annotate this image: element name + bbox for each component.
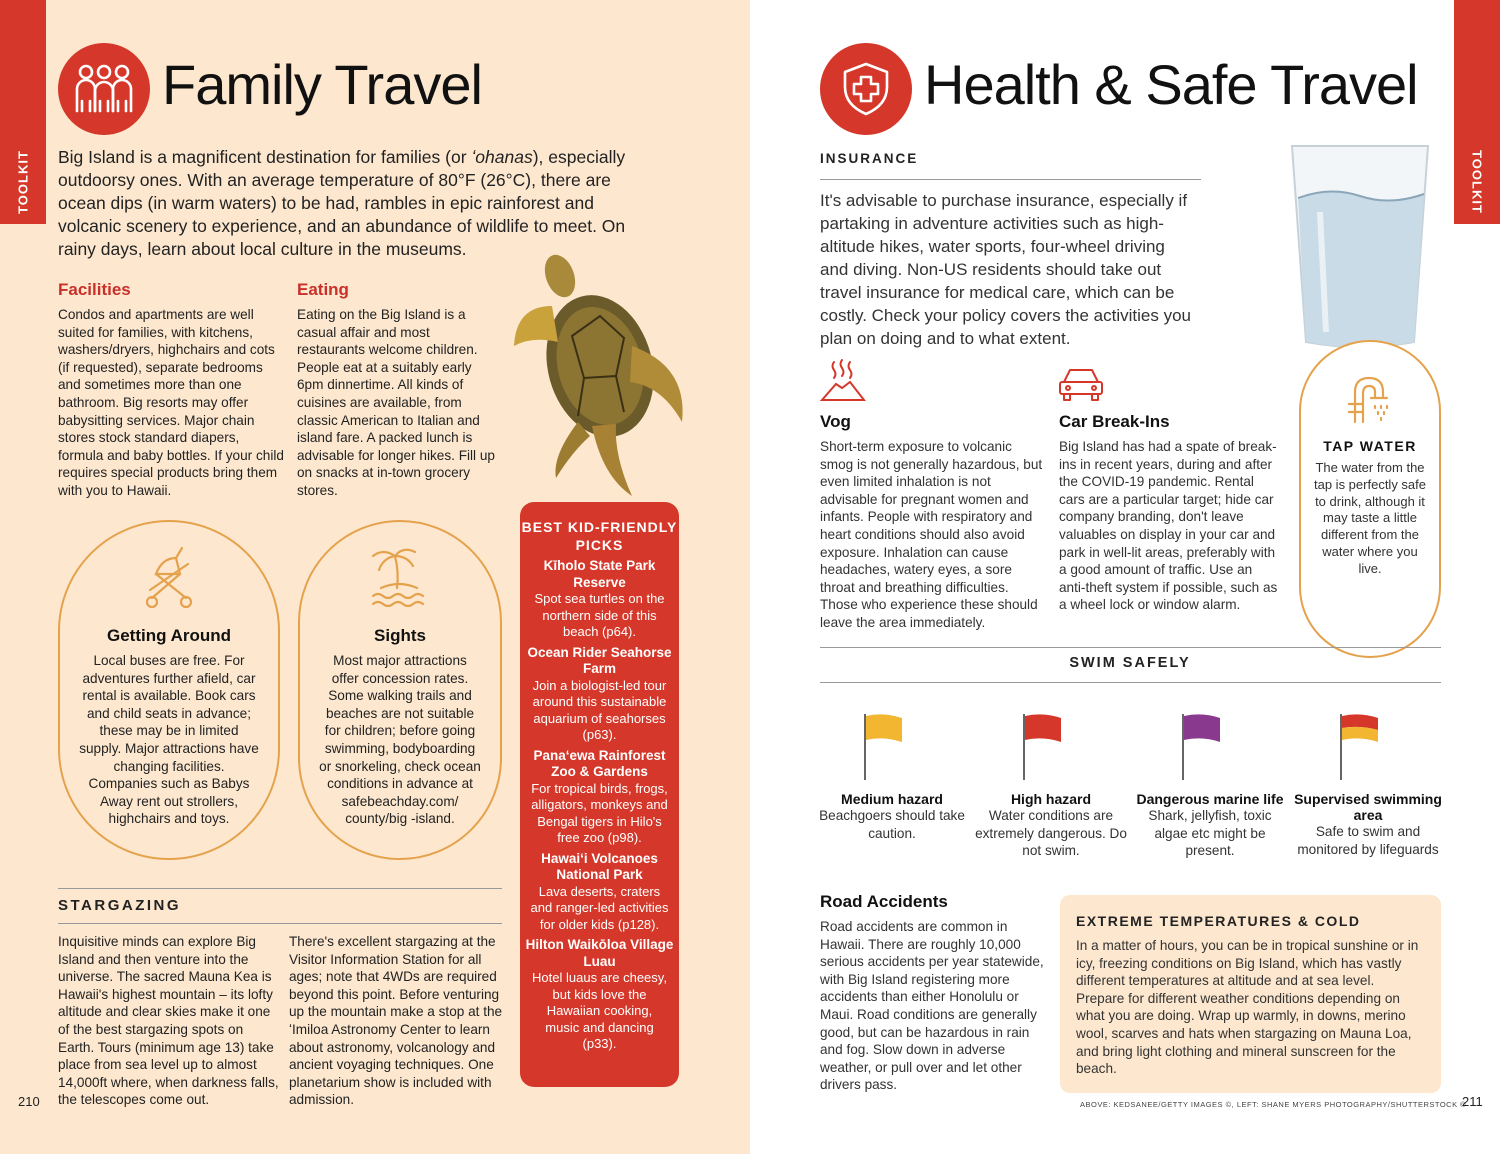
page-title: Family Travel bbox=[162, 53, 482, 116]
toolkit-tab-right bbox=[1454, 0, 1500, 224]
stroller-icon bbox=[142, 544, 196, 615]
stargazing-col1: Inquisitive minds can explore Big Island and then venture into the universe. The sacred Mauna Kea is Hawaii's highest mountain – its lofty altitude and clear skies make it one of the best stargazing spots on Earth. Tours (minimum age 13) take place from sea level up to almost 14,000ft where, when darkness falls, the telescopes come out. bbox=[58, 934, 279, 1108]
yellow-flag-icon bbox=[862, 712, 922, 780]
flag-title: Supervised swimming area bbox=[1294, 791, 1442, 823]
road-accidents-text: Road accidents are common in Hawaii. There are roughly 10,000 serious accidents per year statewide, with Big Island registering more accidents than either Honolulu or Maui. Road conditions are generally good, but can be hazardous in rain and fog. Slow down in adverse weather, or pull over and let other drivers pass. bbox=[820, 919, 1044, 1093]
photo-credit: ABOVE: KEDSANEE/GETTY IMAGES ©, LEFT: SHANE MYERS PHOTOGRAPHY/SHUTTERSTOCK © bbox=[1080, 1100, 1467, 1109]
divider bbox=[820, 682, 1441, 683]
stargazing-col2: There's excellent stargazing at the Visitor Information Station for all ages; note that 4WDs are required beyond this point. Before venturing up the mountain make a stop at the ʻImiloa Astronomy Center to learn about astronomy, volcanology and ancient voyaging techniques. One planetarium show is included with admission. bbox=[289, 934, 503, 1108]
eating-section bbox=[297, 280, 497, 500]
volcano-icon bbox=[820, 358, 866, 402]
shield-cross-icon bbox=[820, 43, 912, 135]
kid-friendly-picks-box bbox=[520, 502, 679, 1087]
road-accidents-section bbox=[820, 892, 1045, 1094]
kid-pick-text: Join a biologist-led tour around this sustainable aquarium of seahorses (p63). bbox=[532, 677, 667, 742]
page-number-left: 210 bbox=[18, 1094, 40, 1109]
eating-text: Eating on the Big Island is a casual affair and most restaurants welcome children. People eat at a suitably early 6pm dinnertime. All kinds of cuisines are available, from classic American to Italian and island fare. A packed lunch is advisable for longer hikes. Fill up on snacks at in-town grocery stores. bbox=[297, 307, 495, 498]
sights-arch bbox=[298, 520, 502, 860]
flag-text: Water conditions are extremely dangerous. Do not swim. bbox=[975, 808, 1127, 858]
water-glass-image bbox=[1290, 142, 1430, 352]
flag-title: Medium hazard bbox=[841, 791, 943, 807]
kid-pick-item bbox=[520, 645, 679, 744]
divider bbox=[58, 923, 502, 924]
divider bbox=[820, 647, 1441, 648]
extreme-heading: EXTREME TEMPERATURES & COLD bbox=[1076, 913, 1361, 929]
purple-flag-icon bbox=[1180, 712, 1240, 780]
vog-section bbox=[820, 412, 1048, 632]
red-yellow-flag-icon bbox=[1338, 712, 1398, 780]
road-accidents-heading: Road Accidents bbox=[820, 892, 948, 911]
right-page bbox=[750, 0, 1500, 1154]
flag-text: Beachgoers should take caution. bbox=[819, 808, 965, 841]
kid-pick-item bbox=[520, 937, 679, 1053]
kid-pick-item bbox=[520, 558, 679, 641]
tap-water-arch bbox=[1299, 340, 1441, 658]
kid-pick-item bbox=[520, 851, 679, 934]
facilities-heading: Facilities bbox=[58, 280, 131, 299]
family-icon bbox=[58, 43, 150, 135]
kid-pick-text: Hotel luaus are cheesy, but kids love the Hawaiian cooking, music and dancing (p33). bbox=[532, 970, 667, 1051]
car-breakins-text: Big Island has had a spate of break-ins in recent years, during and after the COVID-19 pandemic. Rental cars are a particular target; hide car company branding, don't leave valuables on display in your car and park in well-lit areas, preferably with a good amount of traffic. Use an anti-theft system if possible, such as a wheel lock or window alarm. bbox=[1059, 439, 1278, 613]
stargazing-heading: STARGAZING bbox=[58, 897, 182, 914]
kid-pick-name: Hawaiʻi Volcanoes National Park bbox=[541, 850, 658, 882]
toolkit-tab-label: TOOLKIT bbox=[15, 150, 31, 214]
insurance-text: It's advisable to purchase insurance, especially if partaking in adventure activities such as high-altitude hikes, water sports, four-wheel driving and diving. Non-US residents should take out travel insurance for medical care, which can be costly. Check your policy covers the activities you plan on doing and to what extent. bbox=[820, 191, 1191, 348]
vog-text: Short-term exposure to volcanic smog is not generally hazardous, but even limited inhalation is not advisable for pregnant women and infants. People with respiratory and heart conditions should also avoid exposure. Inhalation can cause headaches, watery eyes, a sore throat and breathing difficulties. Those who experience these should leave the area immediately. bbox=[820, 439, 1043, 630]
swim-safely-heading: SWIM SAFELY bbox=[1069, 655, 1191, 671]
kid-pick-text: For tropical birds, frogs, alligators, monkeys and Bengal tigers in Hilo's free zoo (p98). bbox=[531, 780, 668, 845]
page-number-right: 211 bbox=[1462, 1094, 1483, 1109]
flag-text: Shark, jellyfish, toxic algae etc might be present. bbox=[1148, 808, 1272, 858]
kid-pick-name: Hilton Waikōloa Village Luau bbox=[525, 937, 674, 969]
flag-high-hazard bbox=[971, 712, 1131, 860]
car-breakins-section bbox=[1059, 412, 1281, 614]
toolkit-tab-label: TOOLKIT bbox=[1469, 150, 1485, 214]
sights-text: Most major attractions offer concession rates. Some walking trails and beaches are not suitable for children; before going swimming, bodyboarding or snorkeling, check ocean conditions in advance at safebeachday.com/ county/big -island. bbox=[319, 653, 481, 827]
facilities-section bbox=[58, 280, 286, 500]
flag-supervised-swimming bbox=[1288, 712, 1448, 858]
kid-pick-text: Lava deserts, craters and ranger-led activities for older kids (p128). bbox=[530, 883, 669, 932]
extreme-temperatures-box bbox=[1060, 895, 1441, 1093]
getting-around-heading: Getting Around bbox=[106, 626, 231, 645]
page-title: Health & Safe Travel bbox=[924, 53, 1418, 116]
getting-around-text: Local buses are free. For adventures further afield, car rental is available. Book cars and child seats in advance; these may be in limited supply. Major attractions have changing facilities. Companies such as Babys Away rent out strollers, highchairs and toys. bbox=[79, 653, 259, 827]
kid-picks-title: BEST KID-FRIENDLY PICKS bbox=[521, 519, 678, 553]
sights-heading: Sights bbox=[374, 626, 426, 645]
tap-water-heading: TAP WATER bbox=[1323, 438, 1417, 454]
vog-heading: Vog bbox=[820, 412, 851, 431]
kid-pick-name: Ocean Rider Seahorse Farm bbox=[527, 644, 672, 676]
tap-icon bbox=[1347, 372, 1397, 424]
palm-island-icon bbox=[369, 544, 431, 613]
kid-pick-item bbox=[520, 748, 679, 847]
kid-pick-name: Panaʻewa Rainforest Zoo & Gardens bbox=[533, 747, 666, 779]
tap-water-text: The water from the tap is perfectly safe to drink, although it may taste a little different from the water where you live. bbox=[1314, 460, 1426, 576]
flag-medium-hazard bbox=[812, 712, 972, 842]
facilities-text: Condos and apartments are well suited for families, with kitchens, washers/dryers, highchairs and cots (if requested), separate bedrooms and sometimes more than one bathroom. Big resorts may offer babysitting services. Major chain stores stock standard diapers, formula and baby bottles. If your child requires special products bring them with you to Hawaii. bbox=[58, 307, 284, 498]
flag-text: Safe to swim and monitored by lifeguards bbox=[1297, 824, 1439, 857]
divider bbox=[820, 179, 1201, 180]
flag-title: Dangerous marine life bbox=[1136, 791, 1284, 807]
kid-pick-name: Kīholo State Park Reserve bbox=[543, 558, 656, 590]
insurance-heading: INSURANCE bbox=[820, 151, 919, 166]
car-icon bbox=[1058, 366, 1104, 402]
red-flag-icon bbox=[1021, 712, 1081, 780]
car-breakins-heading: Car Break-Ins bbox=[1059, 412, 1170, 431]
getting-around-arch bbox=[58, 520, 280, 860]
kid-pick-text: Spot sea turtles on the northern side of this beach (p64). bbox=[534, 591, 665, 639]
divider bbox=[58, 888, 502, 889]
flag-dangerous-marine-life bbox=[1130, 712, 1290, 860]
extreme-text: In a matter of hours, you can be in tropical sunshine or in icy, freezing conditions on Big Island, which has vastly different temperatures at altitude and at sea level. Prepare for different weather conditions depending on what you are doing. Wrap up warmly, in downs, merino wool, scarves and hats when stargazing on Mauna Loa, and bring light clothing and mineral sunscreen for the beach. bbox=[1076, 938, 1419, 1077]
flag-title: High hazard bbox=[1010, 791, 1092, 807]
toolkit-tab-left bbox=[0, 0, 46, 224]
sea-turtle-image bbox=[512, 246, 688, 500]
intro-text: Big Island is a magnificent destination for families (or ʻohanas), especially outdoorsy ones. With an average temperature of 80°F (26°C), there are ocean dips (in warm waters) to be had, rambles in epic rainforest and volcanic scenery to experience, and an abundance of wildlife to meet. On rainy days, learn about local culture in the museums. bbox=[58, 147, 626, 259]
eating-heading: Eating bbox=[297, 280, 349, 299]
